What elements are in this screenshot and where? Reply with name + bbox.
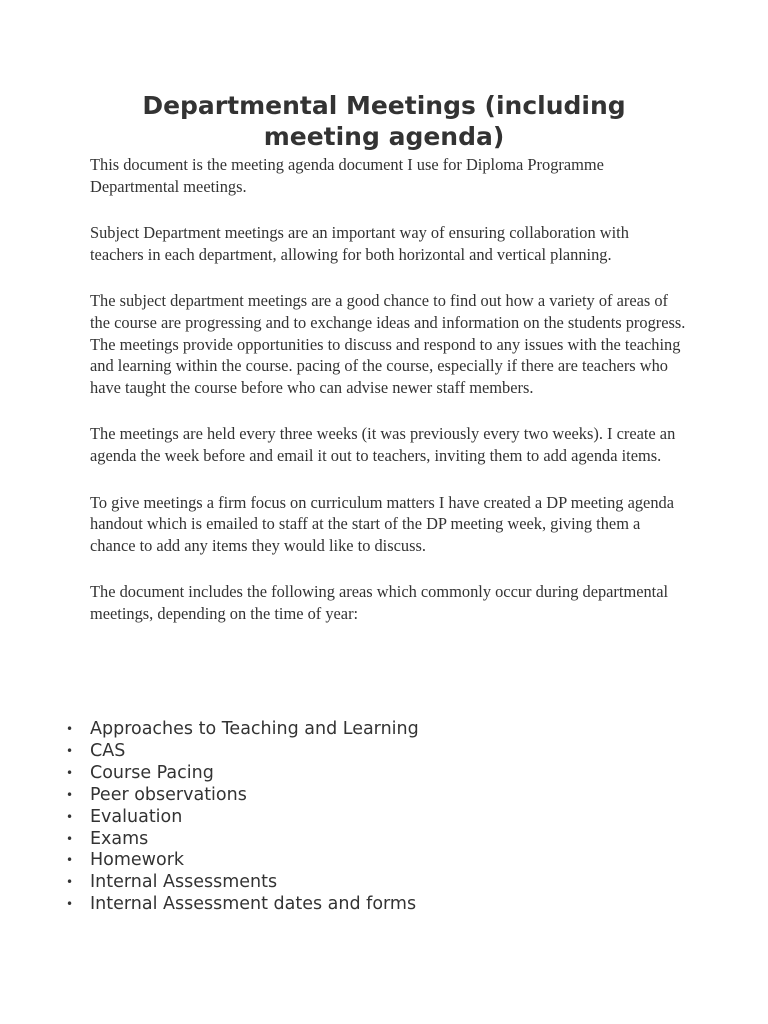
topics-list	[66, 719, 419, 916]
paragraph-collaboration: Subject Department meetings are an important way of ensuring collaboration with teachers in each department, allowing for both horizontal and vertical planning.	[90, 223, 629, 264]
list-item-label: CAS	[90, 740, 126, 761]
bullet-icon: •	[66, 875, 74, 890]
list-item-label: Peer observations	[90, 784, 247, 805]
bullet-icon: •	[66, 722, 74, 736]
list-item	[66, 806, 419, 829]
bullet-icon: •	[66, 831, 74, 846]
paragraph-intro: This document is the meeting agenda document I use for Diploma Programme Departmental meetings.	[90, 155, 604, 196]
list-item	[66, 762, 419, 785]
list-item	[66, 784, 419, 807]
paragraph-progress: The subject department meetings are a good chance to find out how a variety of areas of the course are progressing and to exchange ideas and information on the students progress. The meetings provide opportunities to discuss and respond to any issues with the teaching and learning within the course. pacing of the course, especially if there are teachers who have taught the course before who can advise newer staff members.	[90, 291, 686, 397]
bullet-icon: •	[66, 897, 74, 912]
bullet-icon: •	[66, 853, 74, 868]
list-item	[66, 894, 419, 916]
list-item-label: Course Pacing	[90, 762, 214, 783]
bullet-icon: •	[66, 809, 74, 824]
list-item	[66, 872, 419, 894]
bullet-icon: •	[66, 743, 74, 758]
paragraph-agenda-handout: To give meetings a firm focus on curriculum matters I have created a DP meeting agenda handout which is emailed to staff at the start of the DP meeting week, giving them a chance to add any items they would like to discuss.	[90, 492, 674, 555]
list-item	[66, 719, 419, 741]
bullet-icon: •	[66, 765, 74, 780]
list-item-label: Approaches to Teaching and Learning	[90, 719, 419, 739]
paragraph-areas-intro: The document includes the following areas which commonly occur during departmental meetings, depending on the time of year:	[90, 582, 669, 623]
document-body	[90, 154, 686, 650]
list-item	[66, 828, 419, 851]
bullet-icon: •	[66, 787, 74, 802]
list-item	[66, 740, 419, 763]
list-item-label: Evaluation	[90, 806, 183, 827]
list-item-label: Internal Assessment dates and forms	[90, 894, 417, 915]
list-item	[66, 850, 419, 872]
list-item-label: Homework	[90, 850, 185, 871]
paragraph-schedule: The meetings are held every three weeks (it was previously every two weeks). I create an agenda the week before and email it out to teachers, inviting them to add agenda items.	[90, 424, 676, 465]
list-item-label: Exams	[90, 828, 149, 849]
list-item-label: Internal Assessments	[90, 872, 278, 893]
document-title: Departmental Meetings (including meeting agenda)	[142, 91, 626, 151]
